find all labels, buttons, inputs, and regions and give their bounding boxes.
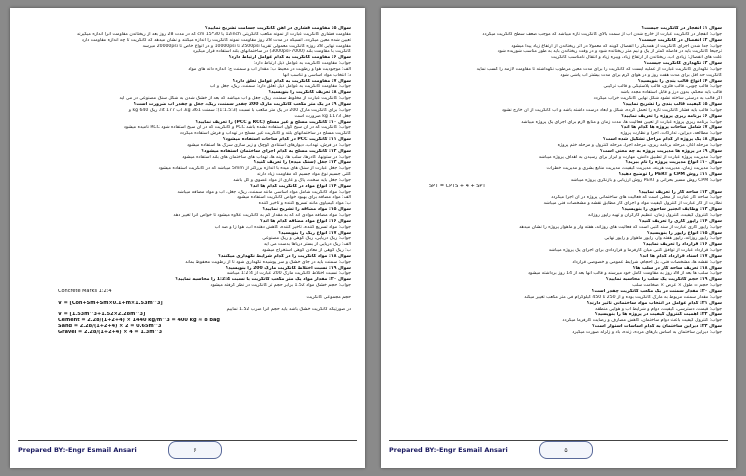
footer-credit: Prepared BY:-Engr Esmail Ansari (389, 446, 508, 454)
text-line: Sand = 2.28/(1+2+4) × 2 = 0.65m^3 (58, 324, 162, 330)
question-line: سوال ۱۹: نسبت اختلاط کانکریت مارک 200 را بنویسید؟ (225, 265, 351, 271)
question-line: سوال ۱۹: حجم کانکریت یک سلب را محاسبه نمایید؟ (605, 277, 722, 283)
text-line: جواب: مقاومت کانکریت به عوامل ذیل ارتباط دارد: (253, 61, 351, 67)
question-line: سوال ۱: انفجار در کانکریت جیست؟ (641, 26, 722, 31)
text-line: کانکریت با مقاومت بلند (7000-3000psi) در ساختمانهای بلند استفاده قرار میگیرد (192, 49, 351, 55)
text-line: جواب: قرارداد عبارت از توافق کتبی میان کارفرما و قراردادی برای اجرای یک پروژه میباشد (548, 248, 722, 254)
question-line: سوال ۵: کیفیت قالب بندی را تشریح نمایید؟ (622, 101, 722, 107)
question-line: سوال ۱۰: کانکریت مسلح و غیر مسلح (RCC و PCC) را تعریف نمایید؟ (195, 119, 351, 125)
question-line: سوال ۸: تعریف کانکریت را بنویسید؟ (268, 90, 351, 96)
document-page-left (10, 8, 365, 468)
question-line: سوال ۱۲: کانکریت مسلح به کدام اجزای ساختمان استفاده میشود؟ (201, 148, 351, 154)
text-line: جواب: در ستونها، گادرها، سلب ها، زینه ها، تهداب های ساختمان های بلند استفاده میشود (182, 154, 351, 160)
text-line: نظارت از کار عبارت از کنترول کیفیت مواد و اجرای کار مطابق نقشه و مشخصات فنی میباشد (543, 201, 722, 207)
text-line: جواب: کانکریت عبارت از مخلوط سمنت، ریگ، جغل و آب میباشد که بعد از خشک شدن به شکل سنگ مصنوعی در می آید (119, 96, 351, 102)
question-line: سوال ۱۴: راپور کاری را تعریف کنید؟ (638, 218, 722, 224)
text-line: جواب: مطالعه، دیزاین، تدارکات، اجرا و نظارت پروژه (620, 131, 722, 137)
question-line: سوال ۶: مقاومت کانکریت به کدام عوامل ارتباط دارد؟ (228, 55, 351, 61)
document-page-right (381, 8, 736, 468)
question-line: سوال ۸: یک پروژه از کدام مراحل تشکیل شده است؟ (603, 137, 722, 143)
question-line: سوال ۱۷: اسناد قرارداد کدام ها اند؟ (639, 253, 722, 259)
text-line: جواب: نقشه ها، مشخصات فنی، بل احجام، شرایط عمومی و خصوصی قرارداد (572, 259, 722, 265)
question-line: سوال ۱۲: ساحه کار را تعریف نمایید؟ (638, 189, 722, 195)
text-line: د: انتخاب مواد اساسی و تناسب آنها (282, 72, 351, 78)
text-line: جواب: مواد تسریع کننده، تاخیر کننده، کاهش دهنده آب، هوا زا و ضد آب (214, 224, 351, 230)
question-line: سوال ۱۶: انواع مواد مضافه کدام ها اند؟ (260, 218, 351, 224)
question-line: سوال ۹: در پروژه ها مدیریت پروژه به چه معنی است؟ (600, 148, 722, 154)
question-line: سوال ۴: انواع قالب بندی را بنویسید؟ (637, 78, 722, 84)
text-line: جواب: راپور کاری عبارت از سند کتبی است که فعالیت های روزانه، هفته وار و ماهوار پروژه را نشان میدهد (519, 224, 722, 230)
question-line: سوال ۲۰: مقدار مواد یک متر مکعب کانکریت با نسبت 1:2:4 را محاسبه نمایید؟ (175, 277, 351, 283)
text-line: جواب: برای کانکریت مارک 200 در یک متر مکعب با نسبت (1:1.5:3): سمنت 361 kg، آب 177 lit، ریگ 640 kg و (128, 107, 351, 113)
text-line: جواب: مواد مضافه موادی اند که به مقدار کم به کانکریت علاوه میشود تا خواص آنرا تغییر دهد (173, 213, 351, 218)
question-line: سوال ۱۷: انواع ریگ را بنویسید؟ (278, 230, 351, 236)
text-line: کلتی جسیم نوع مواد جسیم که مقاومت زیاد دارند (256, 172, 351, 178)
text-line: جواب: نسبت اختلاط کانکریت مارک 200 عبارت از 1:2:4 میباشد (226, 271, 351, 277)
question-line: سوال ۱۱: روش CPM و PERT را توضیح دهید؟ (618, 172, 722, 178)
question-line: سوال ۱۰: انواع مدیریت پروژه را نام ببرید؟ (625, 160, 722, 166)
text-line: ترجیحاً کانکریت باید در فاصله کمتر از یک و نیم متر ریختانده شود و در وقت ریختاندن باید به طور مناسب شوریده شود (497, 49, 722, 55)
question-line: سوال ۱۳: جغل (سنگ میده) را تعریف کنید؟ (253, 160, 351, 166)
text-line: جواب: ریگ دریایی، ریگ کوهی و ریگ مصنوعی (262, 236, 351, 242)
footer-credit: Prepared BY:-Engr Esmail Ansari (18, 446, 137, 454)
page-footer (389, 438, 728, 460)
text-line: جواب: مقدار سمنت مربوط به مارک کانکریت بوده و از 250 تا 450 کیلوگرام فی متر مکعب تغییر میکند (524, 294, 722, 300)
text-line: الف: موجودیت هوا و رطوبت در محیط ب: مقدار آب و سمنت ج: اندازه دانه های مواد (188, 66, 351, 72)
text-line: جغل 1173 kg ضرورت است (294, 113, 351, 119)
text-line: جواب: جغل باید سخت، پاک و عاری از مواد عضوی و گل باشد (233, 177, 351, 183)
text-line: جواب: CPM روش مسیر بحرانی و PERT روش ارزیابی و بازنگری پروژه میباشد (570, 177, 722, 183)
text-line: مقاومت نهایی 28 روزه کانکریت معمولی تقریباً 2500psi تا 10000psi و در انواع خاص تا 20000psi میرسد (142, 43, 351, 49)
page-body (28, 26, 351, 434)
text-line: جواب: کنترول کیفیت، کنترول زمان، تنظیم کارگران و تهیه راپور روزانه (588, 213, 722, 218)
text-line: الف: ریگ دریایی از بستر دریاها بدست می آید (263, 242, 351, 248)
text-line: جواب: مدیریت زمان، مدیریت هزینه، مدیریت کیفیت، مدیریت منابع بشری و مدیریت خطرات (546, 166, 722, 172)
text-line: SPT = CPTS + 4 + SPT (429, 183, 486, 189)
text-line: الف: مواد مضافه برای بهبود خواص کانکریت استفاده میشود (236, 195, 351, 201)
text-line: Gravel = 2.28/(1+2+4) × 4 = 1.3m^3 (58, 329, 163, 335)
text-line: حجم مجموعی کانکریت (306, 294, 351, 300)
text-line: V = [Con+Sm+Sm×0.1+m×1.53m^3] (58, 300, 163, 306)
question-line: سوال ۲۱: کدام عوامل در انتخاب مواد ساختمانی تاثیر دارند؟ (586, 300, 722, 306)
text-line: علت های انفصال: زیادی آب، ریختاندن از ارتفاع زیاد، ویبره زیاد و انتقال نامناسب کانکریت (551, 55, 722, 61)
text-line: جواب: قالب باید فشار کانکریت تازه را تحمل کرده، شکل و ابعاد درست داشته باشد و آب کانکریت از آن خارج نشود (501, 107, 722, 113)
text-line: جواب: ساحه کار عبارت از محلی است که فعالیت های ساختمانی پروژه در آن اجرا میگردد (551, 195, 722, 201)
text-line: مقاومت فشاری کانکریت عبارت از نمونه مکعب کانکریتی 12inch یا 30*15 cm که در مدت 28 روز بعد از ریختاندن مقاومت آنرا اندازه میگیرند (76, 31, 351, 37)
text-line: جواب: قالب چوبی، قالب فلزی، قالب پلاستیکی و قالب ترکیبی (603, 84, 722, 90)
text-line: جواب: حجم خشک مواد 1.52 برابر حجم تر کانکریت در نظر گرفته میشود (210, 283, 351, 289)
text-line: جواب: در فرش، تهداب، دیوارهای استنادی کوچک و زیر سازی سرک ها استفاده میشود (186, 142, 351, 148)
question-line: سوال ۱۶: قرارداد را تعریف نمایید؟ (643, 242, 722, 248)
text-line: ب: مواد کیمیاوی مانند تسریع کننده و تاخیر کننده (258, 201, 351, 207)
question-line: سوال ۷: مقاومت کانکریت به کدام عوامل تعلق دارد؟ (232, 78, 351, 84)
text-line: قالب باید محکم، بدون درز و قابل استفاده مجدد باشد (620, 90, 722, 96)
text-line: تعیین شده معین میگردد، انسیکه در مدت 28 روز مقاومت نمونه کانکریت را اندازه میکنند و نشان میدهد که کانکریت تا چه اندازه مقاومت دارد (81, 37, 351, 43)
text-line: جواب: جدا شدن اجزای کانکریت از همدیگر را انفصال گویند که معمولاً در اثر ریختاندن از ارتفاع زیاد پیدا میشود (511, 43, 722, 49)
question-line: سوال ۶: برنامه ریزی پروژه را تعریف نمایید؟ (621, 113, 722, 119)
question-line: سوال ۲۲: اهمیت کنترول کیفیت در پروژه ها را بنویسید؟ (594, 312, 722, 318)
text-line: جواب: قیمت، دسترسی، کیفیت، دوام و شرایط آب و هوایی منطقه (595, 306, 722, 312)
question-line: سوال ۲۰: مقدار سمنت در یک مکعب کانکریت چقدر است؟ (591, 288, 722, 294)
text-line: جواب: راپور روزانه، راپور هفته وار، راپور ماهوار و راپور نهایی (604, 236, 722, 242)
text-line: کانکریت حد اقل برای مدت هفت روز و در هوای گرم برای مدت بیشتر آب پاشی شود (560, 72, 722, 78)
text-line: جواب: سلب ها بعد از 28 روز به مقاومت کامل خود میرسند و قالب آنها بعد از 14 روز برداشته میشود (527, 271, 722, 277)
question-line: سوال ۹: در یک متر مکعب کانکریت مارک 200 چقدر سمنت، ریگ، جغل و چقدر آب ضرورت است؟ (133, 101, 351, 107)
text-line: جواب: مدیریت پروژه عبارت از تطبیق دانش، مهارت و ابزار برای رسیدن به اهداف پروژه میباشد (538, 154, 722, 160)
text-line: جواب: برنامه ریزی پروژه عبارت از تعیین فعالیت ها، مدت زمان و منابع لازم برای اجرای یک پروژه میباشد (521, 119, 722, 125)
question-line: سوال ۱۸: تعریف ساحه کار در سلب ها؟ (632, 265, 722, 271)
text-line: ب: ریگ کوهی از معادن کوهی استخراج میشود (262, 248, 351, 254)
question-line: سوال ۱۵: انواع راپور را بنویسید؟ (646, 230, 722, 236)
text-line: جواب: دیزاین ساختمان به اساس بارهای مرده، زنده، باد و زلزله صورت میگیرد (572, 329, 722, 335)
text-line: در صورتیکه کانکریت خشک باشد باید حجم آنرا ضرب 1.52 نماییم (226, 306, 351, 312)
page-body (399, 26, 722, 434)
question-line: سوال ۱۴: انواع مواد در کانکریت کدام ها اند؟ (250, 183, 351, 189)
question-line: سوال ۱۵: مواد مضافه را تشریح نمایید؟ (262, 207, 351, 213)
page-footer (18, 438, 357, 460)
page-number-badge: ۵ (539, 441, 593, 459)
question-line: سوال ۳: نگهداری کانکریت جیست؟ (643, 61, 722, 67)
text-line: جواب: نگهداری کانکریت عبارت از عملیه ایست که کانکریت را برای مدت معین مرطوب نگهداشته تا مقاومت لازمه را کسب نماید (476, 66, 722, 72)
text-line: جواب: حجم = طول × عرض × ضخامت سلب (632, 283, 722, 289)
page-number-badge: ۶ (168, 441, 222, 459)
text-line: کانکریت مسلح در ساختمانهای بلند و کانکریت غیر مسلح در تهداب و فرش استفاده میگردد (179, 131, 351, 137)
text-line: جواب: کانکریت که در آن سیخ گول استفاده نشده باشد PCC و کانکریت که در آن سیخ استفاده شود RCC نامیده میشود (123, 125, 351, 131)
text-line: Cement = 2.28/(1+2+4) × 1440 kg/m^3 = 400 kg ≈ 8 bag (58, 318, 220, 324)
text-line: اگر قالب به درستی ساخته نشود شکل نهایی کانکریت خراب میگردد (593, 96, 722, 102)
text-line: جواب: مرحله آغاز، مرحله برنامه ریزی، مرحله اجرا، مرحله کنترول و مرحله ختم پروژه (557, 142, 722, 148)
text-line: Concrete Marks 1:2:4 (58, 288, 112, 294)
text-line: جواب: انفجار در کانکریت عبارت از خارج شدن آب از سمت بالای کانکریت تازه میباشد که موجب ضعف سطح کانکریت میگردد (482, 31, 722, 37)
question-line: سوال ۷: شامل ساحات پروژه ها کدام ها اند؟ (621, 125, 722, 131)
question-line: سوال ۱۸: مواد کانکریت را در کدام شرایط نگهداری میکنند؟ (218, 253, 351, 259)
text-line: V = [1.53m^3+1.52×2.28m^3] (58, 312, 146, 318)
text-line: جواب: سمنت باید در جای خشک و سر پوشیده نگهداری شود تا از رطوبت محفوظ بماند (185, 259, 351, 265)
text-line: جواب: کنترول کیفیت باعث دوام ساختمان، کاهش مصارف و رضایت کارفرما میگردد (562, 318, 722, 324)
text-line: جواب: جغل عبارت از سنگ های میده با اندازه بزرگتر از 5mm میباشد که در کانکریت استفاده میشود (158, 166, 351, 172)
question-line: سوال ۱۱: کانکریت PCC در کدام ساحات استفاده میشود؟ (222, 137, 351, 143)
question-line: سوال ۵: مقاومت فشاری در آهن کانکریت جسامت تشریح نمایید؟ (205, 26, 351, 31)
question-line: سوال ۲: انفصال در کانکریت جیست؟ (638, 37, 722, 43)
text-line: جواب: مقاومت کانکریت به عوامل ذیل تعلق دارد: سمنت، ریگ، جغل و آب (209, 84, 351, 90)
question-line: سوال ۲۳: دیزاین ساختمان به کدام اساسات استوار است؟ (592, 324, 722, 330)
text-line: جواب: مواد کانکریت شامل مواد اساسی مانند سمنت، ریگ، جغل، آب و مواد مضافه میباشد (177, 189, 351, 195)
question-line: سوال ۱۳: وظایف انجنیر ساحوی را بنویسید؟ (621, 207, 722, 213)
